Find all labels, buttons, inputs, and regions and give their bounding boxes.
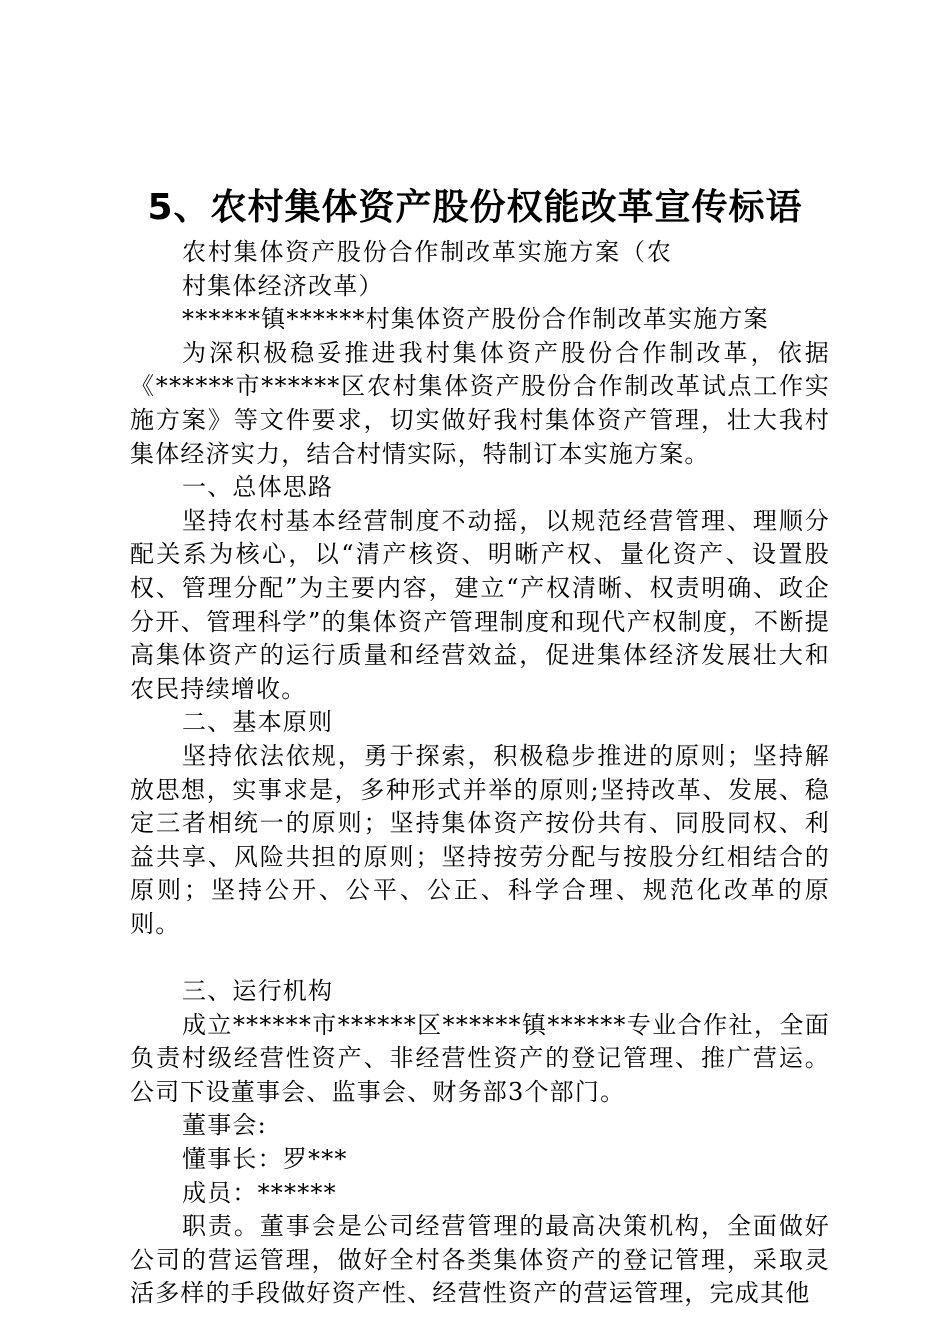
section-heading-2: 二、基本原则 [182,708,334,737]
duties-paragraph: 职责。董事会是公司经营管理的最高决策机构，全面做好公司的营运管理，做好全村各类集体资产的登记管理，采取灵活多样的手段做好资产性、经营性资产的营运管理，完成其他 [130,1212,830,1308]
section-1-paragraph: 坚持农村基本经营制度不动摇，以规范经营管理、理顺分配关系为核心，以“清产核资、明晰产权、量化资产、设置股权、管理分配”为主要内容，建立“产权清晰、权责明确、政企分开、管理科学”的集体资产管理制度和现代产权制度，不断提高集体资产的运行质量和经营效益，促进集体经济发展壮大和农民持续增收。 [130,506,830,703]
document-title: 5、农村集体资产股份权能改革宣传标语 [147,187,803,228]
board-label: 董事会: [182,1111,267,1140]
subtitle-paragraph: 农村集体资产股份合作制改革实施方案（农村集体经济改革） [182,238,672,300]
members-line: 成员：****** [182,1178,337,1207]
document-body [130,236,830,1311]
section-heading-3: 三、运行机构 [182,977,334,1006]
plan-title-paragraph: ******镇******村集体资产股份合作制改革实施方案 [182,305,769,334]
section-heading-1: 一、总体思路 [182,473,334,502]
section-3-paragraph: 成立******市******区******镇******专业合作社，全面负责村级经营性资产、非经营性资产的登记管理、推广营运。公司下设董事会、监事会、财务部3个部门。 [130,1010,830,1106]
intro-paragraph: 为深积极稳妥推进我村集体资产股份合作制改革，依据《******市******区农村集体资产股份合作制改革试点工作实施方案》等文件要求，切实做好我村集体资产管理，壮大我村集体经济实力，结合村情实际，特制订本实施方案。 [130,338,830,468]
chairman-line: 懂事长：罗*** [182,1145,348,1174]
section-2-paragraph: 坚持依法依规，勇于探索，积极稳步推进的原则；坚持解放思想，实事求是，多种形式并举的原则;坚持改革、发展、稳定三者相统一的原则；坚持集体资产按份共有、同股同权、利益共享、风险共担的原则；坚持按劳分配与按股分红相结合的原则；坚持公开、公平、公正、科学合理、规范化改革的原则。 [130,741,830,938]
paragraph-gap [130,941,830,975]
